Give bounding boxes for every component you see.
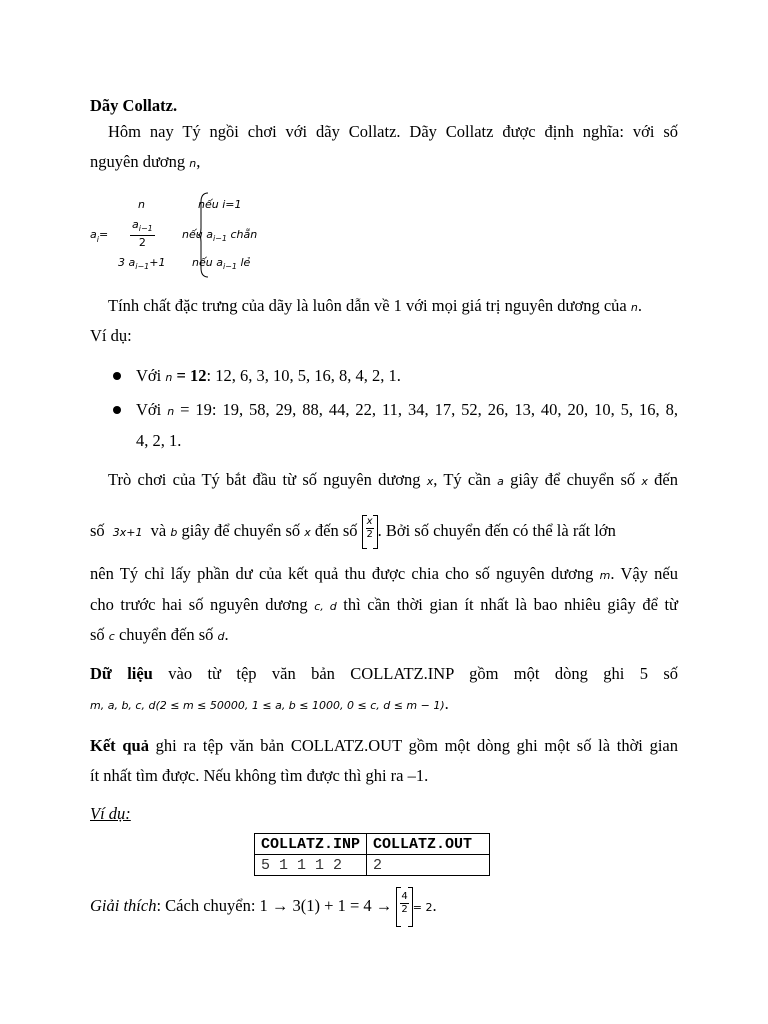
formula-row-3-expr: 3 $a_{i-1}+1$ [118, 256, 166, 272]
collatz-formula [90, 192, 290, 278]
property-line1: Tính chất đặc trưng của dãy là luôn dẫn về 1 với mọi giá trị nguyên dương của n. [108, 296, 642, 315]
example-label: Ví dụ: [90, 804, 131, 823]
intro-line1: Hôm nay Tý ngồi chơi với dãy Collatz. Dãy Collatz được định nghĩa: với số [108, 122, 678, 141]
formula-row-1-expr: n [138, 198, 145, 211]
bullet-icon [113, 372, 121, 380]
bullet-icon [113, 406, 121, 414]
input-section: Dữ liệu vào từ tệp văn bản COLLATZ.INP gồm một dòng ghi 5 số [90, 664, 678, 683]
game-line2: số 3x+1 và b giây để chuyển số x đến số $\frac{x}{2}$ . Bởi số chuyển đến có thể là rất lớn [90, 514, 678, 550]
formula-row-2-cond: nếu $a_{i-1}$ chẵn [182, 228, 258, 244]
example-item-2-cont: 4, 2, 1. [136, 431, 182, 450]
formula-row-1-cond: nếu i=1 [198, 198, 242, 211]
output-section: Kết quả ghi ra tệp văn bản COLLATZ.OUT gồm một dòng ghi một số là thời gian [90, 736, 678, 755]
formula-lhs: $a_i=$ [90, 228, 109, 245]
problem-title: Dãy Collatz. [90, 96, 178, 115]
table-header-inp: COLLATZ.INP [255, 834, 367, 855]
property-line2: Ví dụ: [90, 326, 132, 345]
explanation: Giải thích: Cách chuyển: 1 → 3(1) + 1 = 4 → $\frac{4}{2}$ = 2. [90, 886, 678, 928]
example-item-1: Với n = 12: 12, 6, 3, 10, 5, 16, 8, 4, 2, 1. [136, 366, 401, 385]
output-line2: ít nhất tìm được. Nếu không tìm được thì ghi ra –1. [90, 766, 429, 785]
table-cell-out: 2 [367, 855, 490, 876]
table-header-out: COLLATZ.OUT [367, 834, 490, 855]
table-row [255, 855, 490, 876]
table-cell-inp: 5 1 1 1 2 [255, 855, 367, 876]
intro-line2: nguyên dương n, [90, 152, 201, 171]
game-line4: cho trước hai số nguyên dương c, d thì cần thời gian ít nhất là bao nhiêu giây để từ [90, 595, 678, 614]
example-table [254, 833, 490, 876]
floor-bracket: $\frac{x}{2}$ [362, 515, 378, 549]
example-item-2: Với n = 19: 19, 58, 29, 88, 44, 22, 11, 34, 17, 52, 26, 13, 40, 20, 10, 5, 16, 8, [136, 400, 678, 419]
input-constraints: m, a, b, c, d(2 ≤ m ≤ 50000, 1 ≤ a, b ≤ 1000, 0 ≤ c, d ≤ m − 1). [90, 694, 449, 713]
formula-row-3-cond: nếu $a_{i-1}$ lẻ [192, 256, 251, 272]
game-line3: nên Tý chỉ lấy phần dư của kết quả thu được chia cho số nguyên dương m. Vậy nếu [90, 564, 679, 583]
formula-row-2-expr: $a_{i-1}$ 2 [132, 218, 153, 250]
table-header-row [255, 834, 490, 855]
game-line1: Trò chơi của Tý bắt đầu từ số nguyên dương x, Tý cần a giây để chuyển số x đến [108, 470, 678, 489]
floor-bracket: $\frac{4}{2}$ [396, 887, 412, 927]
game-line5: số c chuyển đến số d. [90, 625, 229, 644]
